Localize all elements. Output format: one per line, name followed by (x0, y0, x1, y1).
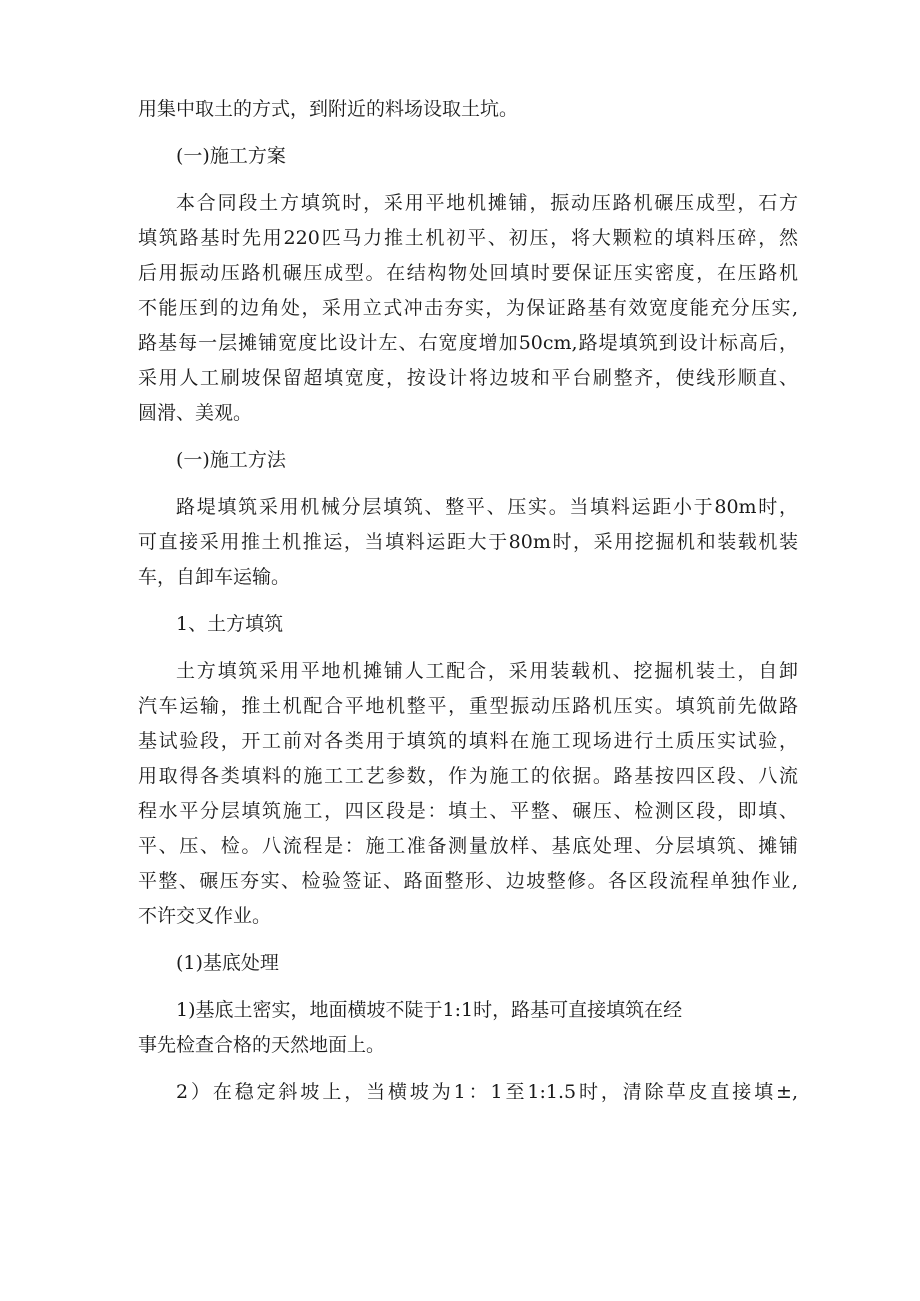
heading-text: (一)施工方法 (176, 449, 286, 471)
text-line: 后用振动压路机碾压成型。在结构物处回填时要保证压实密度，在压路机 (138, 262, 798, 284)
text-line: 本合同段土方填筑时，采用平地机摊铺，振动压路机碾压成型，石方 (176, 192, 798, 214)
heading-text: 1、土方填筑 (176, 613, 284, 635)
heading-text: (一)施工方案 (176, 145, 286, 167)
text-line: 路基每一层摊铺宽度比设计左、右宽度增加50cm,路堤填筑到设计标高后， (138, 332, 798, 354)
text-line: 用取得各类填料的施工工艺参数，作为施工的依据。路基按四区段、八流 (138, 765, 798, 787)
section-heading-construction-method (138, 443, 798, 478)
text-line: 用集中取土的方式，到附近的料场设取土坑。 (138, 98, 519, 120)
text-line: 采用人工刷坡保留超填宽度，按设计将边坡和平台刷整齐，使线形顺直、 (138, 367, 798, 389)
text-line: 土方填筑采用平地机摊铺人工配合，采用装载机、挖掘机装土，自卸 (176, 660, 798, 682)
paragraph-continuation (138, 92, 798, 127)
text-line: 事先检查合格的天然地面上。 (138, 1034, 386, 1056)
section-heading-construction-plan (138, 139, 798, 174)
heading-text: (1)基底处理 (176, 952, 279, 974)
paragraph-construction-plan (138, 186, 798, 431)
text-line: 可直接采用推土机推运，当填料运距大于80m时，采用挖掘机和装载机装 (138, 531, 798, 553)
paragraph-earthwork-filling (138, 654, 798, 934)
document-body (138, 92, 798, 1110)
section-heading-earthwork-filling (138, 607, 798, 642)
paragraph-base-treatment-1 (138, 993, 798, 1063)
text-line: 填筑路基时先用220匹马力推土机初平、初压，将大颗粒的填料压碎，然 (138, 227, 798, 249)
text-line: 1)基底土密实，地面横坡不陡于1:1时，路基可直接填筑在经 (176, 999, 683, 1021)
paragraph-base-treatment-2 (138, 1075, 798, 1110)
text-line: 车，自卸车运输。 (138, 566, 291, 588)
text-line: 不能压到的边角处，采用立式冲击夯实，为保证路基有效宽度能充分压实, (138, 297, 798, 319)
paragraph-construction-method (138, 490, 798, 595)
text-line: 不许交叉作业。 (138, 905, 272, 927)
text-line: 2）在稳定斜坡上，当横坡为1：1至1:1.5时，清除草皮直接填±, (176, 1081, 798, 1103)
text-line: 汽车运输，推土机配合平地机整平，重型振动压路机压实。填筑前先做路 (138, 695, 798, 717)
text-line: 平、压、检。八流程是：施工准备测量放样、基底处理、分层填筑、摊铺 (138, 835, 798, 857)
section-heading-base-treatment (138, 946, 798, 981)
text-line: 基试验段，开工前对各类用于填筑的填料在施工现场进行土质压实试验， (138, 730, 798, 752)
text-line: 平整、碾压夯实、检验签证、路面整形、边坡整修。各区段流程单独作业, (138, 870, 798, 892)
text-line: 程水平分层填筑施工，四区段是：填土、平整、碾压、检测区段，即填、 (138, 800, 798, 822)
text-line: 路堤填筑采用机械分层填筑、整平、压实。当填料运距小于80m时， (176, 496, 798, 518)
text-line: 圆滑、美观。 (138, 402, 253, 424)
